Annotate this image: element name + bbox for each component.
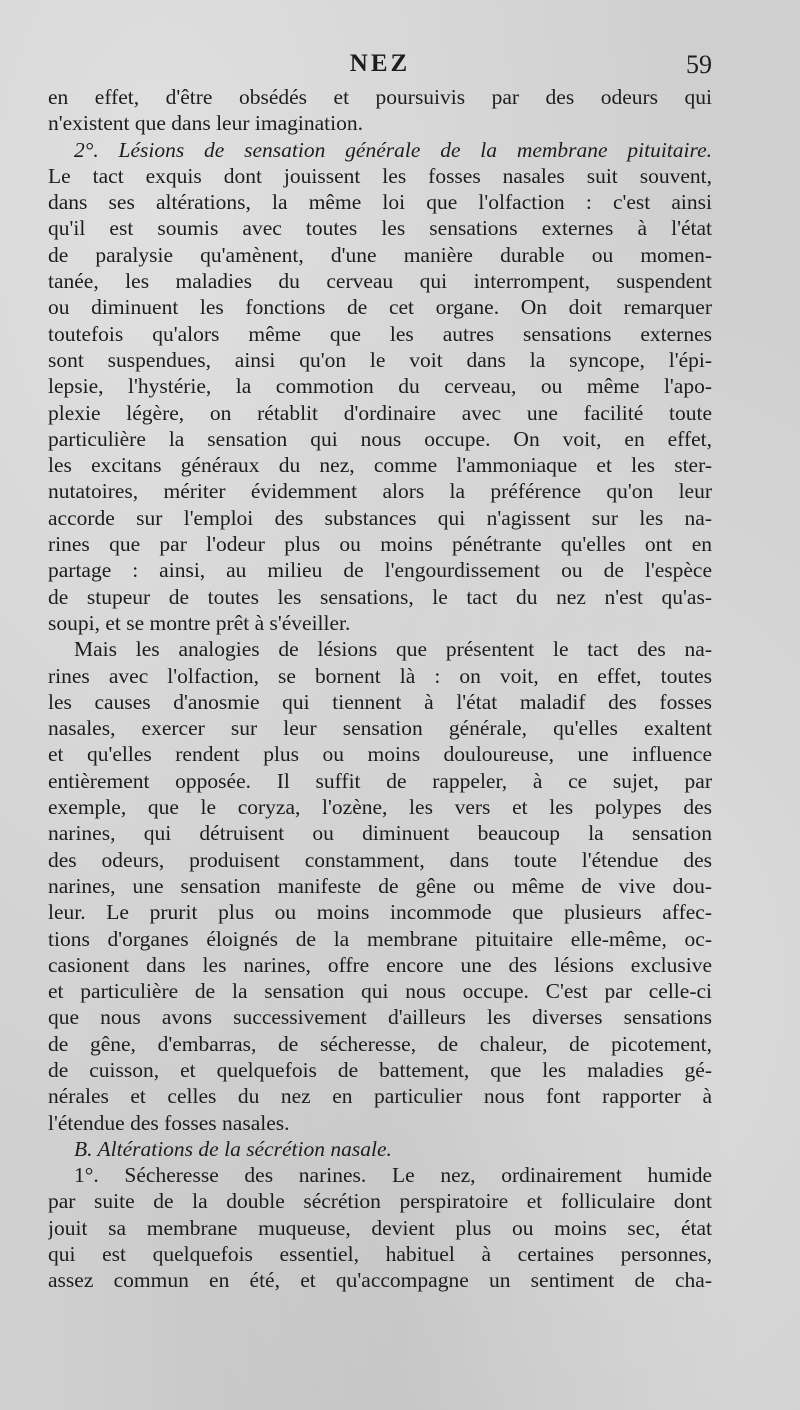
text-line: toutefois qu'alors même que les autres sensations externes [48, 321, 712, 346]
text-line: nasales, exercer sur leur sensation générale, qu'elles exaltent [48, 716, 712, 741]
section-heading-line: 2°. Lésions de sensation générale de la membrane pituitaire. [74, 137, 712, 162]
text-line: et particulière de la sensation qui nous occupe. C'est par celle-ci [48, 979, 712, 1004]
text-line: nutatoires, mériter évidemment alors la préférence qu'on leur [48, 479, 712, 504]
page-number: 59 [686, 50, 712, 79]
text-line: qui est quelquefois essentiel, habituel à certaines personnes, [48, 1242, 712, 1267]
text-line: que nous avons successivement d'ailleurs les diverses sensations [48, 1005, 712, 1030]
text-line: sont suspendues, ainsi qu'on le voit dans la syncope, l'épi- [48, 347, 712, 372]
text-line: en effet, d'être obsédés et poursuivis par des odeurs qui [48, 85, 712, 109]
text-line: dans ses altérations, la même loi que l'olfaction : c'est ainsi [48, 190, 712, 215]
text-line: nérales et celles du nez en particulier nous font rapporter à [48, 1084, 712, 1109]
text-line: narines, une sensation manifeste de gêne ou même de vive dou- [48, 873, 712, 898]
text-line: des odeurs, produisent constamment, dans toute l'étendue des [48, 847, 712, 872]
text-line: partage : ainsi, au milieu de l'engourdissement ou de l'espèce [48, 558, 712, 583]
text-line: 1°. Sécheresse des narines. Le nez, ordinairement humide [74, 1163, 712, 1188]
text-line: rines que par l'odeur plus ou moins pénétrante qu'elles ont en [48, 532, 712, 557]
text-line: qu'il est soumis avec toutes les sensations externes à l'état [48, 216, 712, 241]
text-line: les excitans généraux du nez, comme l'ammoniaque et les ster- [48, 453, 712, 478]
text-line: les causes d'anosmie qui tiennent à l'état maladif des fosses [48, 689, 712, 714]
text-line: jouit sa membrane muqueuse, devient plus ou moins sec, état [48, 1215, 712, 1240]
text-line: rines avec l'olfaction, se bornent là : on voit, en effet, toutes [48, 663, 712, 688]
body-text [48, 84, 712, 1294]
text-line: exemple, que le coryza, l'ozène, les vers et les polypes des [48, 795, 712, 820]
text-line: de gêne, d'embarras, de sécheresse, de chaleur, de picotement, [48, 1031, 712, 1056]
text-line: narines, qui détruisent ou diminuent beaucoup la sensation [48, 821, 712, 846]
page-header [48, 50, 712, 84]
text-line: de stupeur de toutes les sensations, le tact du nez n'est qu'as- [48, 584, 712, 609]
text-line: assez commun en été, et qu'accompagne un sentiment de cha- [48, 1268, 712, 1293]
text-line: et qu'elles rendent plus ou moins douloureuse, une influence [48, 742, 712, 767]
text-line: Mais les analogies de lésions que présentent le tact des na- [74, 637, 712, 662]
text-line: casionent dans les narines, offre encore une des lésions exclusive [48, 952, 712, 977]
text-line: par suite de la double sécrétion perspiratoire et folliculaire dont [48, 1189, 712, 1214]
text-line: Le tact exquis dont jouissent les fosses nasales suit souvent, [48, 163, 712, 188]
text-line: tions d'organes éloignés de la membrane pituitaire elle-même, oc- [48, 926, 712, 951]
text-line: particulière la sensation qui nous occupe. On voit, en effet, [48, 426, 712, 451]
text-line: ou diminuent les fonctions de cet organe. On doit remarquer [48, 295, 712, 320]
text-line: de paralysie qu'amènent, d'une manière durable ou momen- [48, 242, 712, 267]
text-line: lepsie, l'hystérie, la commotion du cerveau, ou même l'apo- [48, 374, 712, 399]
text-line: soupi, et se montre prêt à s'éveiller. [48, 610, 351, 635]
text-line: l'étendue des fosses nasales. [48, 1110, 290, 1135]
section-heading-line: B. Altérations de la sécrétion nasale. [74, 1136, 392, 1161]
text-line: entièrement opposée. Il suffit de rappeler, à ce sujet, par [48, 768, 712, 793]
text-line: de cuisson, et quelquefois de battement, que les maladies gé- [48, 1057, 712, 1082]
text-line: n'existent que dans leur imagination. [48, 111, 363, 136]
text-line: leur. Le prurit plus ou moins incommode que plusieurs affec- [48, 900, 712, 925]
text-line: plexie légère, on rétablit d'ordinaire avec une facilité toute [48, 400, 712, 425]
text-line: accorde sur l'emploi des substances qui n'agissent sur les na- [48, 505, 712, 530]
text-line: tanée, les maladies du cerveau qui interrompent, suspendent [48, 269, 712, 294]
running-head: NEZ [349, 50, 411, 77]
